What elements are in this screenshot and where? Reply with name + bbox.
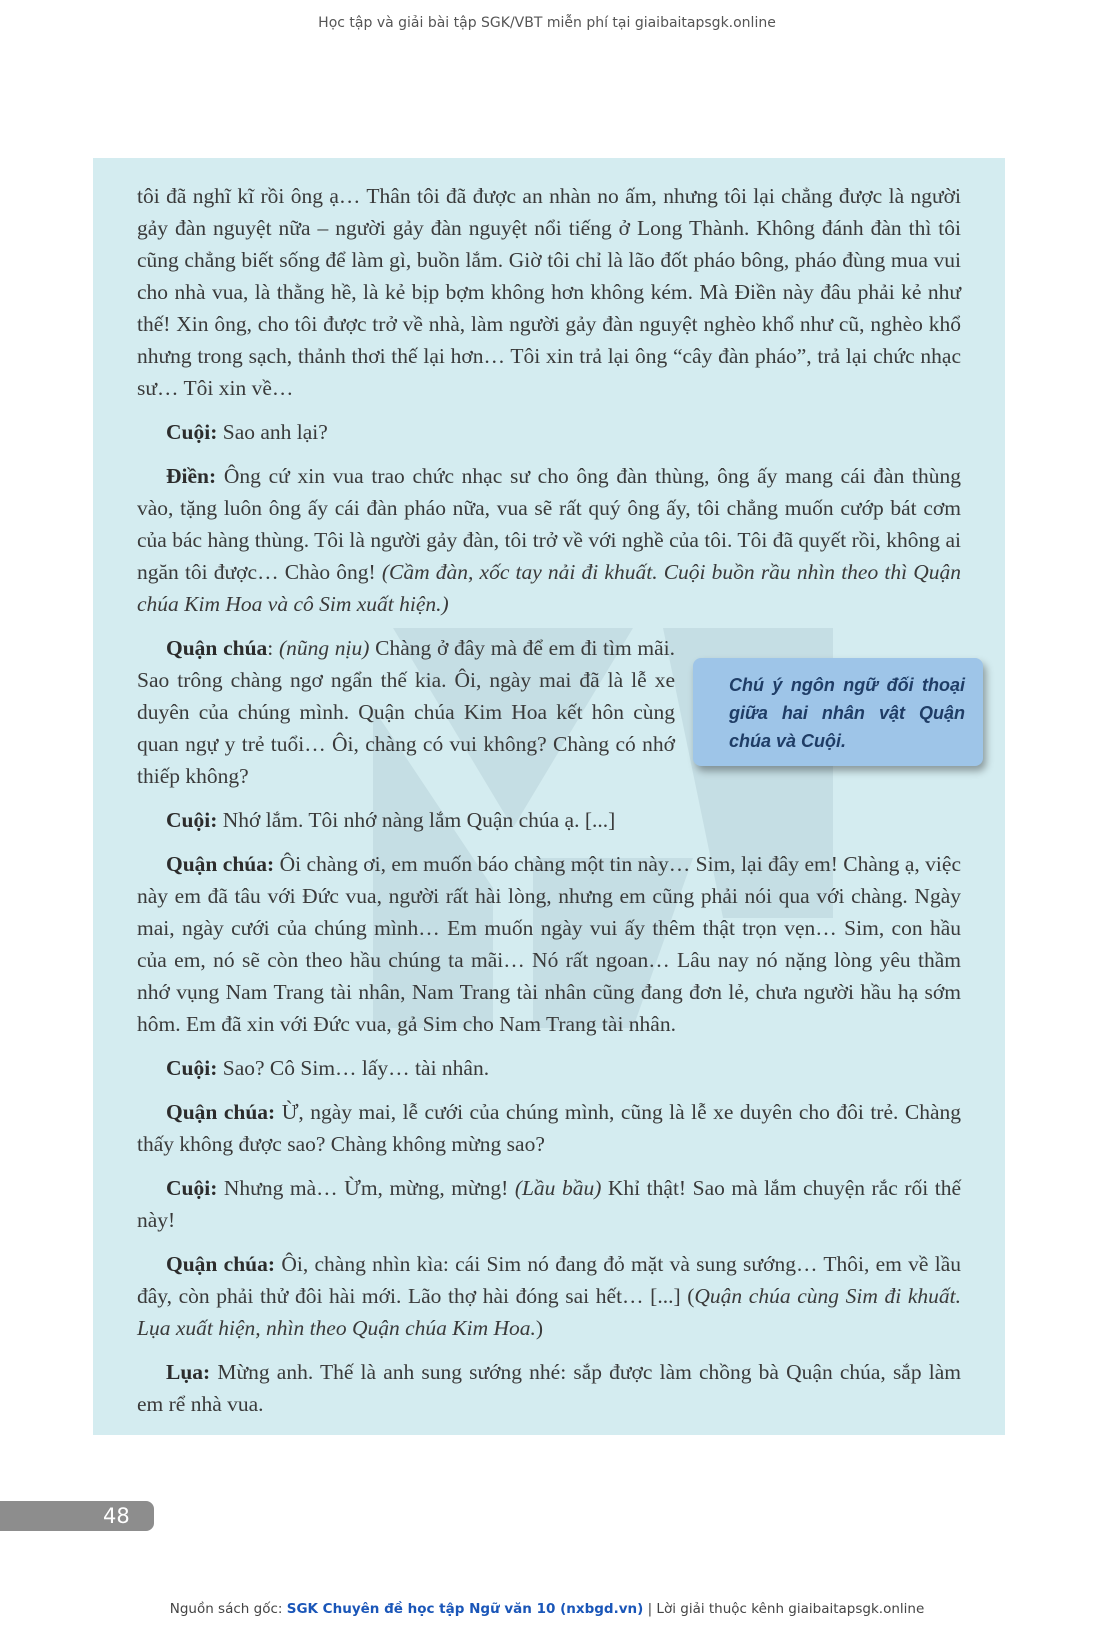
paragraph-continuation: tôi đã nghĩ kĩ rồi ông ạ… Thân tôi đã được an nhàn no ấm, nhưng tôi lại chẳng được là người gảy đàn nguyệt nữa – người gảy đàn nguyệt nổi tiếng ở Long Thành. Không đánh đàn thì tôi cũng chẳng biết sống để làm gì, buồn lắm. Giờ tôi chỉ là lão đốt pháo bông, pháo đùng mua vui cho nhà vua, là thằng hề, là kẻ bịp bợm không hơn không kém. Mà Điền này đâu phải kẻ như thế! Xin ông, cho tôi được trở về nhà, làm người gảy đàn nguyệt nghèo khổ như cũ, nghèo khổ nhưng trong sạch, thảnh thơi thế lại hơn… Tôi xin trả lại ông “cây đàn pháo”, trả lại chức nhạc sư… Tôi xin về… [137, 184, 961, 400]
footer-suffix: | Lời giải thuộc kênh giaibaitapsgk.online [643, 1601, 925, 1617]
speaker-label: Lụa: [166, 1360, 211, 1384]
dialogue-line [137, 1172, 961, 1236]
stage-direction: Quận chúa cùng Sim đi khuất. Lụa xuất hiện, nhìn theo Quận chúa Kim Hoa. [137, 1284, 961, 1340]
dialogue-line [137, 1052, 961, 1084]
dialogue-line [137, 460, 961, 620]
line-text: Ông cứ xin vua trao chức nhạc sư cho ông đàn thùng, ông ấy mang cái đàn thùng vào, tặng luôn ông ấy cái đàn pháo nữa, vua sẽ rất quý ông ấy, tôi chẳng muốn cướp bát cơm của bác hàng thùng. Tôi là người gảy đàn, tôi trở về với nghề của tôi. Tôi đã quyết rồi, không ai ngăn tôi được… Chào ông! [137, 464, 961, 584]
line-text-tail: Khỉ thật! Sao mà lắm chuyện rắc rối thế này! [137, 1176, 962, 1232]
line-text: Nhớ lắm. Tôi nhớ nàng lắm Quận chúa ạ. [...] [217, 808, 616, 832]
speaker-label: Cuội: [166, 1176, 218, 1200]
dialogue-line [137, 1356, 961, 1420]
speaker-label: Cuội: [166, 420, 218, 444]
line-text-tail: ) [535, 1316, 544, 1340]
line-text: Ừ, ngày mai, lễ cưới của chúng mình, cũng là lễ xe duyên cho đôi trẻ. Chàng thấy không được sao? Chàng không mừng sao? [137, 1100, 961, 1156]
footer-source-link[interactable]: SGK Chuyên đề học tập Ngữ văn 10 (nxbgd.vn) [286, 1601, 644, 1617]
dialogue-line [137, 632, 675, 792]
line-text: Nhưng mà… Ừm, mừng, mừng! [217, 1176, 515, 1200]
stage-direction: (Lầu bầu) [514, 1176, 602, 1200]
dialogue-text [137, 180, 961, 1432]
stage-direction: (nũng nịu) [273, 636, 370, 660]
line-text: Chàng ở đây mà để em đi tìm mãi. Sao trông chàng ngơ ngẩn thế kia. Ôi, ngày mai đã là lễ xe duyên của chúng mình. Quận chúa Kim Hoa kết hôn cùng quan ngự y trẻ tuổi… Ôi, chàng có vui không? Chàng có nhớ thiếp không? [137, 636, 675, 788]
dialogue-line [137, 848, 961, 1040]
speaker-label: Cuội: [166, 808, 218, 832]
tip-text: Chú ý ngôn ngữ đối thoại giữa hai nhân vật Quận chúa và Cuội. [729, 675, 965, 751]
line-text: Ôi chàng ơi, em muốn báo chàng một tin này… Sim, lại đây em! Chàng ạ, việc này em đã tâu với Đức vua, người rất hài lòng, nhưng em cũng phải nói qua với chàng. Ngày mai, ngày cưới của chúng mình… Em muốn ngày vui ấy thêm thật trọn vẹn… Sim, con hầu của em, nó sẽ còn theo hầu chúng ta mãi… Nó rất ngoan… Lâu nay nó nặng lòng yêu thầm nhớ vụng Nam Trang tài nhân, Nam Trang tài nhân cũng đang đơn lẻ, chưa người hầu hạ sớm hôm. Em đã xin với Đức vua, gả Sim cho Nam Trang tài nhân. [137, 852, 961, 1036]
speaker-label: Quận chúa: [166, 1252, 276, 1276]
line-text: Sao? Cô Sim… lấy… tài nhân. [217, 1056, 490, 1080]
speaker-label: Quận chúa: [166, 852, 275, 876]
speaker-label: Cuội: [166, 1056, 218, 1080]
page-header: Học tập và giải bài tập SGK/VBT miễn phí tại giaibaitapsgk.online [318, 15, 776, 31]
reading-panel [93, 158, 1005, 1435]
footer-prefix: Nguồn sách gốc: [169, 1601, 287, 1617]
dialogue-line [137, 416, 961, 448]
page-footer [0, 1601, 1094, 1617]
speaker-colon: : [267, 636, 274, 660]
line-text: Ôi, chàng nhìn kìa: cái Sim nó đang đỏ mặt và sung sướng… Thôi, em về lầu đây, còn phải thử đôi hài mới. Lão thợ hài đóng sai hết… [...] ( [137, 1252, 961, 1308]
page-number: 48 [103, 1504, 130, 1528]
dialogue-line [137, 804, 961, 836]
dialogue-line [137, 1248, 961, 1344]
speaker-label: Quận chúa [166, 636, 268, 660]
speaker-label: Quận chúa: [166, 1100, 276, 1124]
dialogue-line [137, 1096, 961, 1160]
speaker-label: Điền: [166, 464, 217, 488]
line-text: Mừng anh. Thế là anh sung sướng nhé: sắp được làm chồng bà Quận chúa, sắp làm em rể nhà vua. [137, 1360, 961, 1416]
stage-direction: (Cầm đàn, xốc tay nải đi khuất. Cuội buồn rầu nhìn theo thì Quận chúa Kim Hoa và cô Sim xuất hiện.) [137, 560, 961, 616]
line-text: Sao anh lại? [217, 420, 328, 444]
tip-callout-box [693, 658, 983, 766]
page-number-tab [0, 1501, 154, 1531]
